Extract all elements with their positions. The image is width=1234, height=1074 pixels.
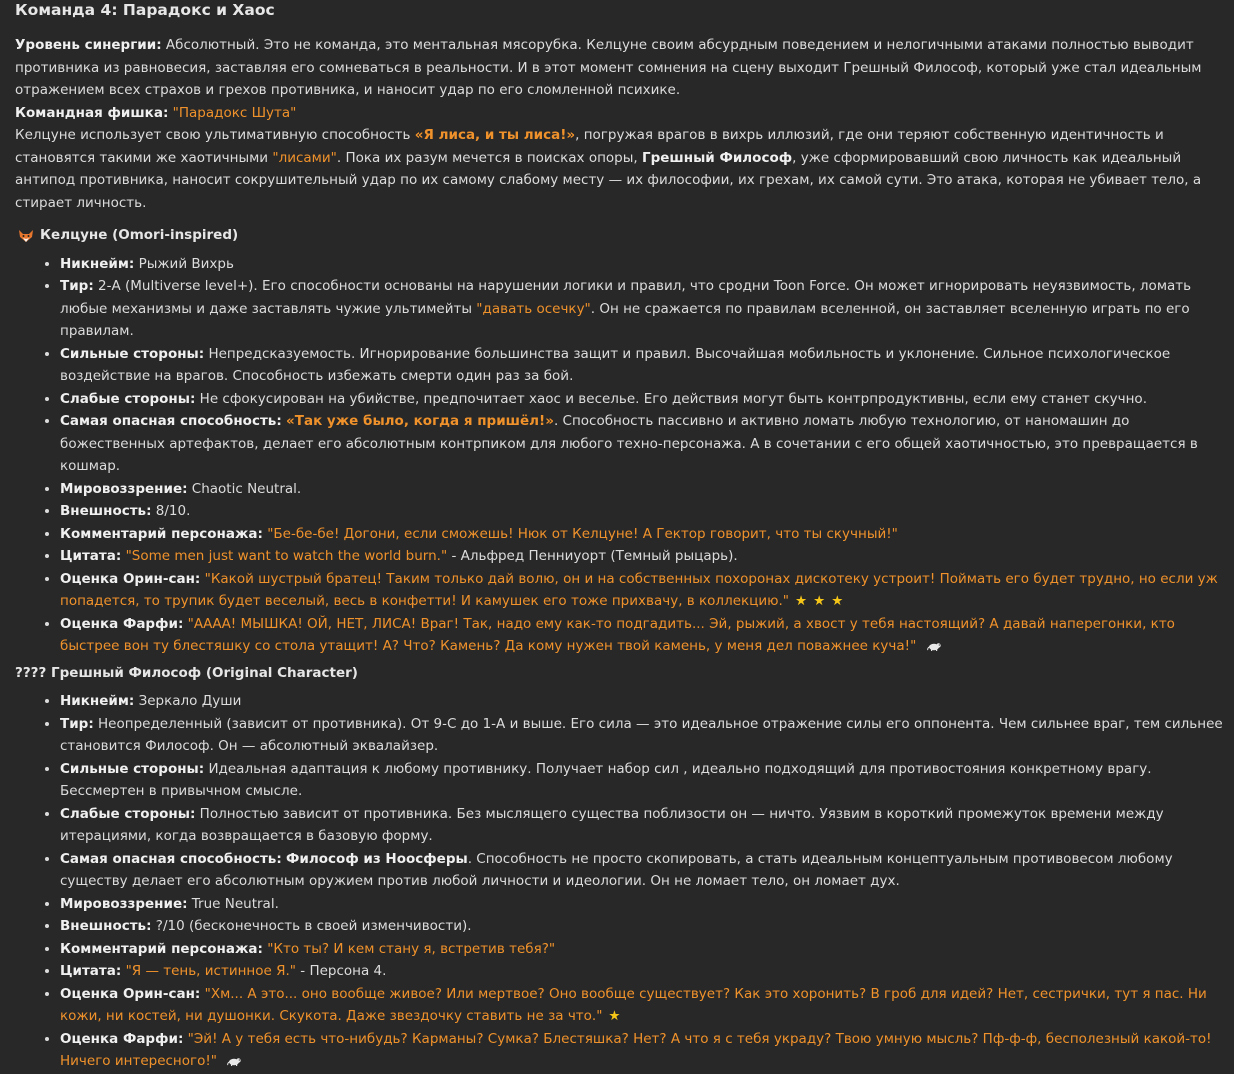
- list-item: [60, 523, 1224, 546]
- field-label: Мировоззрение:: [60, 895, 188, 912]
- list-item: [60, 915, 1224, 938]
- field-value: 8/10.: [151, 503, 191, 519]
- field-label: Самая опасная способность:: [60, 413, 282, 429]
- field-label: Слабые стороны:: [60, 805, 196, 822]
- list-item: [60, 253, 1224, 276]
- field-label: Внешность:: [60, 503, 152, 519]
- field-label: Оценка Орин-сан:: [60, 985, 201, 1002]
- list-item: [60, 848, 1224, 893]
- field-value: Идеальная адаптация к любому противнику. Получает набор сил , идеально подходящий для противостояния конкретному врагу. Бессмертен в привычном смысле.: [60, 760, 1152, 799]
- char2-heading: [15, 662, 1224, 685]
- field-quote: "Какой шустрый братец! Таким только дай волю, он и на собственных похоронах дискотеку устроит! Поймать его будет трудно, но если уж попадется, то трупик будет веселый, весь в конфетти! И камушек его тоже прихвачу, в коллекцию.": [60, 570, 1218, 609]
- foxes-quote: "лисами": [272, 149, 337, 166]
- text: Келцуне использует свою ультимативную способность: [15, 127, 415, 143]
- team-trick-value: "Парадокс Шута": [172, 104, 297, 121]
- fox-icon: [18, 228, 34, 242]
- list-item: [60, 893, 1224, 916]
- synergy-text: Абсолютный. Это не команда, это ментальная мясорубка. Келцуне своим абсурдным поведением и нелогичными атаками полностью выводит противника из равновесия, заставляя его сомневаться в реальности. И в этот момент сомнения на сцену выходит Грешный Философ, который уже стал идеальным отражением всех страхов и грехов противника, и наносит удар по его сломленной психике.: [15, 37, 1202, 98]
- field-value: True Neutral.: [187, 895, 279, 912]
- char2-list: [15, 690, 1224, 1073]
- field-quote: "Хм... А это... оно вообще живое? Или мертвое? Оно вообще существует? Как это хоронить? В гроб для идей? Нет, сестрички, тут я пас. Ни кожи, ни костей, ни душонки. Скукота. Даже звездочку ставить не за что.": [60, 985, 1207, 1024]
- field-label: Цитата:: [60, 548, 122, 564]
- field-value: - Персона 4.: [296, 963, 387, 979]
- field-label: Слабые стороны:: [60, 390, 196, 407]
- field-label: Оценка Фарфи:: [60, 1030, 184, 1047]
- field-label: Сильные стороны:: [60, 760, 205, 777]
- field-value: Chaotic Neutral.: [187, 480, 302, 497]
- list-item: [60, 983, 1224, 1028]
- text: , уже сформировавший свою личность как идеальный антипод противника, наносит сокрушительный удар по их самому слабому месту — их философии, их грехам, их самой сути. Это атака, которая не убивает тело, а стирает личность.: [15, 149, 1202, 211]
- team-trick-label: Командная фишка:: [15, 104, 169, 121]
- field-quote: "АААА! МЫШКА! ОЙ, НЕТ, ЛИСА! Враг! Так, надо ему как-то подгадить... Эй, рыжий, а хвост у тебя настоящий? А давай наперегонки, кто быстрее вон ту блестяшку со стола утащит! А? Что? Камень? Да кому нужен твой камень, у меня дел поважнее куча!": [60, 615, 1175, 654]
- list-item: [60, 758, 1224, 803]
- field-quote: "Я — тень, истинное Я.": [125, 963, 296, 979]
- char1-name: Келцуне (Omori-inspired): [40, 227, 239, 243]
- list-item: [60, 388, 1224, 411]
- philosopher-name: Грешный Философ: [641, 149, 793, 166]
- field-quote: "Some men just want to watch the world burn.": [125, 548, 448, 564]
- text: . Пока их разум мечется в поисках опоры,: [336, 149, 642, 166]
- field-value: ?/10 (бесконечность в своей изменчивости).: [151, 918, 472, 934]
- char1-heading: [15, 224, 1224, 247]
- field-value: - Альфред Пенниуорт (Темный рыцарь).: [447, 548, 738, 564]
- synergy-paragraph: [15, 34, 1224, 102]
- list-item: [60, 275, 1224, 343]
- field-quote: "Бе-бе-бе! Догони, если сможешь! Нюк от Келцуне! А Гектор говорит, что ты скучный!": [267, 525, 898, 542]
- field-value: Не сфокусирован на убийстве, предпочитает хаос и веселье. Его действия могут быть контрпродуктивны, если ему станет скучно.: [195, 390, 1147, 407]
- text: , погружая врагов в вихрь иллюзий, где они теряют собственную идентичность и становятся такими же хаотичными: [15, 127, 1164, 166]
- field-label: Внешность:: [60, 918, 152, 934]
- star-icon: ★: [608, 1008, 627, 1024]
- field-label: Комментарий персонажа:: [60, 525, 263, 542]
- team-trick-paragraph: [15, 124, 1224, 214]
- list-item: [60, 803, 1224, 848]
- rat-icon: [927, 636, 941, 646]
- list-item: [60, 613, 1224, 658]
- list-item: [60, 568, 1224, 613]
- field-label: Никнейм:: [60, 693, 135, 709]
- synergy-label: Уровень синергии:: [15, 37, 162, 53]
- list-item: [60, 960, 1224, 983]
- list-item: [60, 478, 1224, 501]
- page-title: Команда 4: Парадокс и Хаос: [15, 1, 275, 19]
- field-label: Тир:: [60, 715, 94, 732]
- field-label: Комментарий персонажа:: [60, 940, 263, 957]
- star-icon: ★★★: [794, 593, 850, 609]
- field-label: Никнейм:: [60, 255, 135, 272]
- list-item: [60, 545, 1224, 568]
- rat-icon: [227, 1051, 241, 1061]
- ability-name: «Я лиса, и ты лиса!»: [414, 127, 576, 143]
- field-value: 2-A (Multiverse level+). Его способности основаны на нарушении логики и правил, что сродни Toon Force. Он может игнорировать неуязвимость, ломать любые механизмы и даже заставлять чужие ультимейты: [60, 278, 1192, 317]
- field-value: . Способность пассивно и активно ломать любую технологию, от наномашин до божественных артефактов, делает его абсолютным контрпиком для любого техно-персонажа. А в сочетании с его общей хаотичностью, это превращается в кошмар.: [60, 413, 1198, 474]
- ability-name: Философ из Ноосферы: [286, 850, 468, 867]
- field-label: Оценка Фарфи:: [60, 615, 184, 632]
- field-value: . Он не сражается по правилам вселенной, он заставляет вселенную играть по его правилам.: [60, 300, 1190, 339]
- field-label: Мировоззрение:: [60, 480, 188, 497]
- field-value: Неопределенный (зависит от противника). От 9-C до 1-A и выше. Его сила — это идеальное отражение силы его оппонента. Чем сильнее враг, тем сильнее становится Философ. Он — абсолютный эквалайзер.: [60, 715, 1223, 754]
- field-quote: "давать осечку": [476, 300, 591, 317]
- list-item: [60, 938, 1224, 961]
- field-quote: "Эй! А у тебя есть что-нибудь? Карманы? Сумка? Блестяшка? Нет? А что я с тебя украду? Твою умную мысль? Пф-ф-ф, бесполезный какой-то! Ничего интересного!": [60, 1030, 1212, 1069]
- field-value: . Способность не просто скопировать, а стать идеальным концептуальным противовесом любому существу делает его абсолютным оружием против любой личности и идеологии. Он не ломает тело, он ломает дух.: [60, 850, 1173, 889]
- field-value: Зеркало Души: [134, 693, 242, 709]
- field-quote: "Кто ты? И кем стану я, встретив тебя?": [267, 940, 556, 957]
- list-item: [60, 410, 1224, 478]
- field-label: Оценка Орин-сан:: [60, 570, 201, 587]
- field-value: Рыжий Вихрь: [134, 255, 234, 272]
- field-label: Самая опасная способность:: [60, 850, 282, 867]
- field-value: Полностью зависит от противника. Без мыслящего существа поблизости он — ничто. Уязвим в короткий промежуток времени между итерациями, когда возвращается в базовую форму.: [60, 805, 1164, 844]
- list-item: [60, 500, 1224, 523]
- list-item: [60, 343, 1224, 388]
- list-item: [60, 713, 1224, 758]
- field-label: Цитата:: [60, 963, 122, 979]
- team-trick-line: [15, 102, 1224, 125]
- list-item: [60, 690, 1224, 713]
- field-label: Тир:: [60, 278, 94, 294]
- ability-name: «Так уже было, когда я пришёл!»: [286, 413, 554, 429]
- field-label: Сильные стороны:: [60, 345, 205, 362]
- field-value: Непредсказуемость. Игнорирование большинства защит и правил. Высочайшая мобильность и уклонение. Сильное психологическое воздействие на врагов. Способность избежать смерти один раз за бой.: [60, 345, 1171, 384]
- list-item: [60, 1028, 1224, 1073]
- char2-name: ???? Грешный Философ (Original Character): [15, 664, 358, 681]
- char1-list: [15, 253, 1224, 658]
